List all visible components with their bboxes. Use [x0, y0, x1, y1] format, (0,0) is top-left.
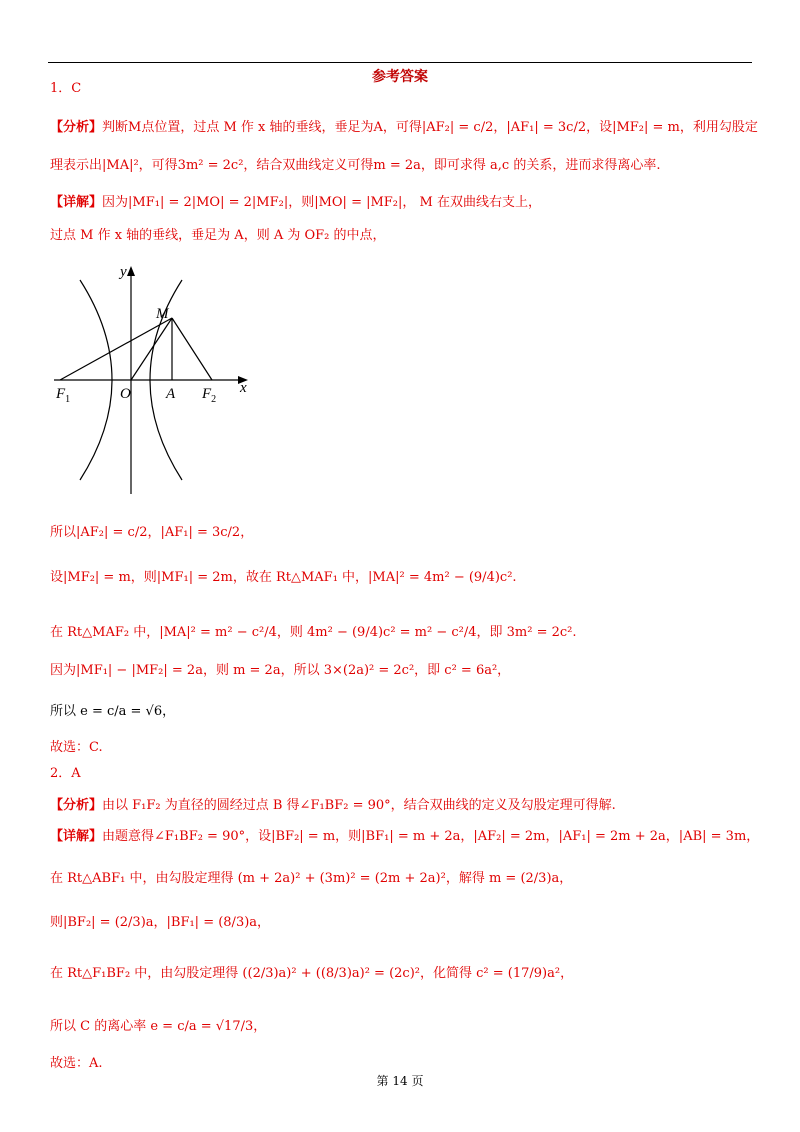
segment-M-F2: [172, 318, 212, 380]
detail-tag: 【详解】: [50, 829, 103, 844]
q2-step-1: 在 Rt△ABF₁ 中，由勾股定理得 (m + 2a)² + (3m)² = (2m + 2a)²，解得 m = (2/3)a，: [50, 871, 573, 886]
q1-answer: 故选：C.: [50, 740, 103, 755]
q1-analysis-text-1: 判断M点位置，过点 M 作 x 轴的垂线，垂足为A，可得|AF₂| = c/2，|AF₁| = 3c/2，设|MF₂| = m，利用勾股定: [102, 120, 758, 135]
q1-step-4: 因为|MF₁| − |MF₂| = 2a，则 m = 2a，所以 3×(2a)² = 2c²，即 c² = 6a²，: [50, 663, 511, 678]
q1-step-1: 所以|AF₂| = c/2，|AF₁| = 3c/2，: [50, 525, 254, 540]
q1-detail-line-2: 过点 M 作 x 轴的垂线，垂足为 A，则 A 为 OF₂ 的中点，: [50, 228, 386, 243]
q1-analysis-line-1: [50, 119, 760, 137]
detail-tag: 【详解】: [50, 195, 103, 210]
q2-detail-line-1: [50, 828, 760, 846]
q1-step-2: 设|MF₂| = m，则|MF₁| = 2m，故在 Rt△MAF₁ 中，|MA|² = 4m² − (9/4)c².: [50, 570, 517, 585]
q1-analysis-line-2: 理表示出|MA|²，可得3m² = 2c²，结合双曲线定义可得m = 2a，即可求得 a,c 的关系，进而求得离心率.: [50, 158, 661, 173]
point-A-label: A: [166, 386, 176, 402]
hyperbola-figure: [40, 258, 300, 498]
header-rule: [48, 62, 752, 63]
page-number: 第 14 页: [376, 1074, 424, 1088]
q2-analysis-text-1: 由以 F₁F₂ 为直径的圆经过点 B 得∠F₁BF₂ = 90°，结合双曲线的定义及勾股定理可得解.: [102, 798, 616, 813]
analysis-tag: 【分析】: [50, 798, 103, 813]
analysis-tag: 【分析】: [50, 120, 103, 135]
point-F1-label: $F_1$: [56, 386, 71, 405]
point-O-label: O: [120, 386, 131, 402]
segment-F1-M: [60, 318, 172, 380]
q1-step-3: 在 Rt△MAF₂ 中，|MA|² = m² − c²/4，则 4m² − (9/4)c² = m² − c²/4，即 3m² = 2c².: [50, 625, 577, 640]
q2-answer: 故选：A.: [50, 1056, 103, 1071]
q2-step-3: 在 Rt△F₁BF₂ 中，由勾股定理得 ((2/3)a)² + ((8/3)a)² = (2c)²，化简得 c² = (17/9)a²，: [50, 966, 574, 981]
x-axis-label: x: [240, 380, 247, 396]
page-title: 参考答案: [372, 69, 428, 85]
point-M-label: M: [156, 306, 169, 322]
q2-analysis-line-1: [50, 797, 760, 815]
q1-detail-text-1: 因为|MF₁| = 2|MO| = 2|MF₂|，则|MO| = |MF₂|， M 在双曲线右支上，: [102, 195, 541, 210]
point-F2-label: $F_2$: [202, 386, 217, 405]
segment-O-M: [131, 318, 172, 380]
q2-step-4: 所以 C 的离心率 e = c/a = √17/3，: [50, 1019, 267, 1034]
q2-step-2: 则|BF₂| = (2/3)a，|BF₁| = (8/3)a，: [50, 915, 271, 930]
y-axis-label: y: [120, 264, 127, 280]
q1-step-5: 所以 e = c/a = √6，: [50, 704, 176, 719]
q1-detail-line-1: [50, 194, 760, 212]
q2-detail-text-1: 由题意得∠F₁BF₂ = 90°，设|BF₂| = m，则|BF₁| = m + 2a，|AF₂| = 2m，|AF₁| = 2m + 2a，|AB| = 3m，: [102, 829, 760, 844]
q2-number: 2．A: [50, 766, 81, 781]
y-axis-arrow: [127, 266, 135, 276]
q1-number: 1．C: [50, 81, 82, 96]
